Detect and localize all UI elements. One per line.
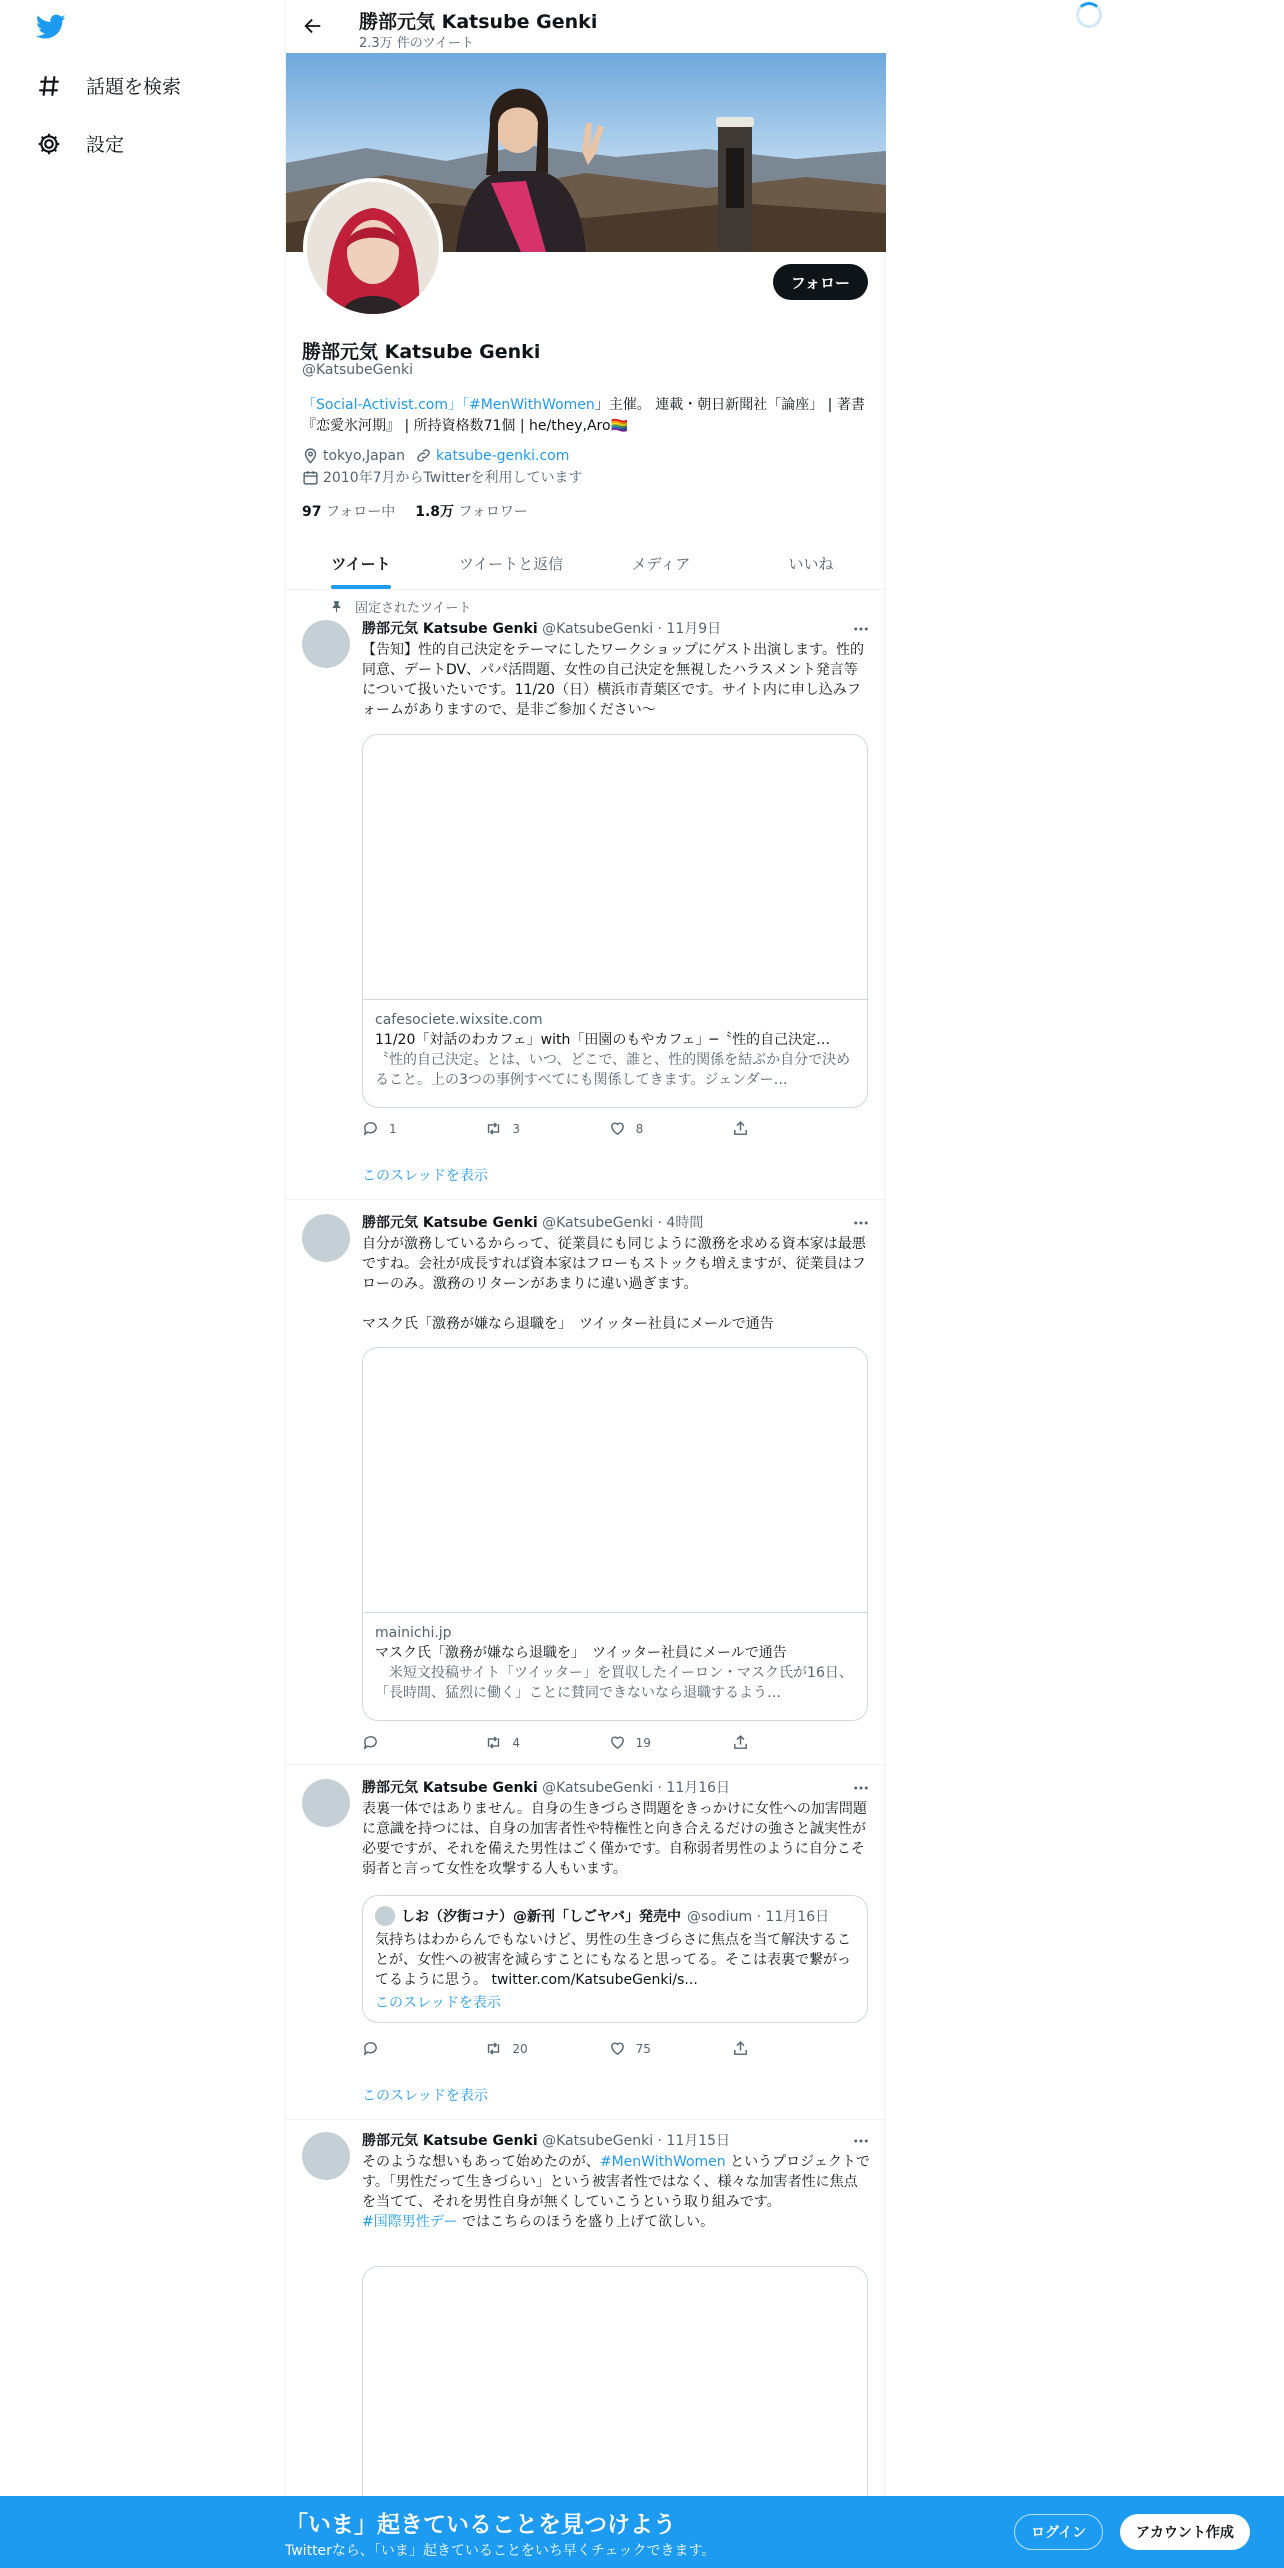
login-button[interactable]: ログイン <box>1014 2514 1103 2550</box>
bio-quote: 「 <box>302 397 316 413</box>
like-button[interactable] <box>609 1120 669 1137</box>
share-icon <box>732 1120 749 1137</box>
retweet-icon <box>485 2040 502 2057</box>
profile-bio <box>302 395 870 437</box>
tweet-text-part: そのような想いもあって始めたのが、 <box>362 2154 600 2170</box>
retweet-button[interactable] <box>485 1120 545 1137</box>
tweet-avatar[interactable] <box>302 1214 350 1262</box>
create-account-button[interactable]: アカウント作成 <box>1120 2514 1250 2550</box>
header-profile-name: 勝部元気 Katsube Genki <box>359 11 598 33</box>
location-pin-icon <box>302 447 319 464</box>
share-button[interactable] <box>732 1120 792 1137</box>
profile-tabs <box>286 537 886 590</box>
hashtag-menwithwomen[interactable]: #MenWithWomen <box>599 2154 726 2170</box>
tweet-avatar[interactable] <box>302 2132 350 2180</box>
followers-count: 1.8万 <box>415 504 455 520</box>
profile-location <box>302 447 405 464</box>
nav-explore-label: 話題を検索 <box>86 76 182 98</box>
tweet-text-part: というプロジェクトです。「男性だって生きづらい」という被害者性ではなく、様々な加害者性に焦点を当てて、それを男性自身が無くしていこうという取り組みです。 <box>362 2154 870 2210</box>
tweet-text-headline: マスク氏「激務が嫌なら退職を」 ツイッター社員にメールで通告 <box>362 1316 774 1332</box>
tweet-item[interactable] <box>286 1200 886 1765</box>
quoted-tweet-header <box>375 1906 855 1926</box>
tweet-text-part: ではこちらのほうを盛り上げて欲しい。 <box>457 2214 715 2230</box>
tweet-meta: @KatsubeGenki · 11月9日 <box>542 621 722 637</box>
calendar-icon <box>302 469 319 486</box>
hashtag-international-mens-day[interactable]: #国際男性デー <box>362 2214 458 2230</box>
retweet-icon <box>485 1120 502 1137</box>
retweet-button[interactable] <box>485 2040 545 2057</box>
nav-explore[interactable] <box>36 72 181 99</box>
hashtag-icon <box>36 73 62 99</box>
nav-settings[interactable] <box>36 130 124 157</box>
link-card-image <box>363 1348 867 1613</box>
pin-icon <box>330 600 343 613</box>
profile-stats <box>302 501 528 521</box>
tweet-item[interactable] <box>286 2120 886 2496</box>
link-card[interactable] <box>362 734 868 1108</box>
retweet-count: 3 <box>512 1121 520 1136</box>
profile-column <box>285 0 885 2568</box>
signup-prompt-bar <box>0 2496 1284 2568</box>
quoted-tweet-meta: @sodium · 11月16日 <box>687 1909 830 1925</box>
tweet-text: 【告知】性的自己決定をテーマにしたワークショップにゲスト出演します。性的同意、デートDV、パパ活問題、女性の自己決定を無視したハラスメント発言等について扱いたいです。11/20（日）横浜市青葉区です。サイト内に申し込みフォームがありますので、是非ご参加ください〜 <box>362 642 865 718</box>
twitter-logo-icon[interactable] <box>36 14 66 40</box>
tweet-actions <box>362 1734 792 1751</box>
like-button[interactable] <box>609 2040 669 2057</box>
tweet-header <box>362 618 721 638</box>
retweet-count: 4 <box>512 1735 520 1750</box>
pinned-indicator <box>330 597 471 616</box>
profile-joined <box>302 467 582 487</box>
reply-count: 1 <box>389 1121 397 1136</box>
tweet-avatar[interactable] <box>302 620 350 668</box>
more-options-icon[interactable] <box>852 2132 870 2150</box>
reply-button[interactable] <box>362 1120 422 1137</box>
link-card-title: 11/20「対話のわカフェ」with「田園のもやカフェ」─〝性的自己決定… <box>375 1032 831 1048</box>
share-button[interactable] <box>732 1734 792 1751</box>
retweet-icon <box>485 1734 502 1751</box>
tweet-meta: @KatsubeGenki · 11月15日 <box>542 2133 731 2149</box>
profile-meta-row <box>302 447 569 464</box>
tweet-text <box>362 2152 870 2232</box>
link-card-description: 〝性的自己決定〟とは、いつ、どこで、誰と、性的関係を結ぶか自分で決めること。上の3つの事例すべてにも関係してきます。ジェンダー… <box>375 1052 851 1088</box>
reply-button[interactable] <box>362 2040 422 2057</box>
tweet-header <box>362 1777 730 1797</box>
followers-label: フォロワー <box>458 504 528 520</box>
following-count: 97 <box>302 504 322 520</box>
like-button[interactable] <box>609 1734 669 1751</box>
show-thread-link[interactable]: このスレッドを表示 <box>362 1168 488 1184</box>
bio-quote: 」「 <box>447 397 469 413</box>
back-arrow-icon[interactable] <box>302 15 324 37</box>
tweet-actions <box>362 1120 792 1137</box>
quoted-tweet[interactable] <box>362 1895 868 2023</box>
tab-likes[interactable]: いいね <box>788 554 834 573</box>
like-count: 8 <box>635 1121 644 1136</box>
link-card-domain: mainichi.jp <box>375 1625 452 1641</box>
retweet-count: 20 <box>512 2041 528 2056</box>
reply-icon <box>362 2040 379 2057</box>
reply-button[interactable] <box>362 1734 422 1751</box>
show-thread-link[interactable]: このスレッドを表示 <box>362 2088 488 2104</box>
tweet-text: 自分が激務しているからって、従業員にも同じように激務を求める資本家は最悪ですね。会社が成長すれば資本家はフローもストックも増えますが、従業員はフローのみ。激務のリターンがあまりに違い過ぎます。 <box>362 1236 866 1292</box>
tweet-meta: @KatsubeGenki · 4時間 <box>542 1215 704 1231</box>
profile-header-bar <box>286 0 886 53</box>
tweet-author-name[interactable]: 勝部元気 Katsube Genki <box>362 1215 538 1231</box>
like-count: 19 <box>635 1735 651 1750</box>
link-card-image <box>363 735 867 1000</box>
quoted-show-thread-link[interactable]: このスレッドを表示 <box>375 1995 501 2011</box>
loading-spinner-icon <box>1076 2 1102 28</box>
tweet-actions <box>362 2040 792 2057</box>
follow-button[interactable]: フォロー <box>773 264 868 300</box>
header-tweet-count: 2.3万 件のツイート <box>359 36 474 51</box>
quoted-tweet-text: 気持ちはわからんでもないけど、男性の生きづらさに焦点を当て解決することが、女性への被害を減らすことにもなると思ってる。そこは表裏で繋がってるように思う。 twitter.com/KatsubeGenki/s... <box>375 1932 851 1988</box>
profile-website[interactable] <box>415 447 569 464</box>
tab-media[interactable]: メディア <box>631 554 691 573</box>
tweet-text: 表裏一体ではありません。自身の生きづらさ問題をきっかけに女性への加害問題に意識を持つには、自身の加害者性や特権性と向き合えるだけの強さと誠実性が必要ですが、それを備えた男性はごく僅かです。自称弱者男性のように自分こそ弱者と言って女性を攻撃する人もいます。 <box>362 1801 867 1877</box>
share-icon <box>732 2040 749 2057</box>
nav-settings-label: 設定 <box>86 134 125 156</box>
signup-prompt-title: 「いま」起きていることを見つけよう <box>285 2512 676 2538</box>
signup-prompt-subtitle: Twitterなら、「いま」起きていることをいち早くチェックできます。 <box>285 2543 716 2559</box>
profile-handle: @KatsubeGenki <box>302 362 414 378</box>
heart-icon <box>609 1120 626 1137</box>
followers-stat[interactable] <box>415 501 528 521</box>
tweet-meta: @KatsubeGenki · 11月16日 <box>542 1780 731 1796</box>
tweet-item[interactable] <box>286 590 886 1200</box>
more-options-icon[interactable] <box>852 1779 870 1797</box>
tweet-item[interactable] <box>286 1765 886 2120</box>
heart-icon <box>609 2040 626 2057</box>
tweet-author-name[interactable]: 勝部元気 Katsube Genki <box>362 2133 538 2149</box>
link-card-title: マスク氏「激務が嫌なら退職を」 ツイッター社員にメールで通告 <box>375 1645 787 1661</box>
more-options-icon[interactable] <box>852 620 870 638</box>
gear-icon <box>36 131 62 157</box>
tweet-author-name[interactable]: 勝部元気 Katsube Genki <box>362 1780 538 1796</box>
bio-link-social-activist[interactable]: Social-Activist.com <box>316 397 448 413</box>
bio-hashtag-menwithwomen[interactable]: #MenWithWomen <box>468 397 595 413</box>
retweet-button[interactable] <box>485 1734 545 1751</box>
tab-tweets-and-replies[interactable]: ツイートと返信 <box>458 554 564 573</box>
more-options-icon[interactable] <box>852 1214 870 1232</box>
share-icon <box>732 1734 749 1751</box>
quoted-tweet-author: しお（汐街コナ）@新刊「しごヤバ」発売中 <box>401 1909 681 1925</box>
tab-tweets[interactable]: ツイート <box>286 537 436 589</box>
following-stat[interactable] <box>302 501 395 521</box>
tweet-header <box>362 2130 730 2150</box>
quoted-tweet-avatar <box>375 1906 395 1926</box>
tweet-author-name[interactable]: 勝部元気 Katsube Genki <box>362 621 538 637</box>
link-card-domain: cafesociete.wixsite.com <box>375 1012 543 1028</box>
link-icon <box>415 447 432 464</box>
following-label: フォロー中 <box>325 504 396 520</box>
link-card[interactable] <box>362 2266 868 2526</box>
profile-website-link[interactable]: katsube-genki.com <box>436 447 570 464</box>
tweet-avatar[interactable] <box>302 1779 350 1827</box>
like-count: 75 <box>635 2041 651 2056</box>
reply-icon <box>362 1120 379 1137</box>
heart-icon <box>609 1734 626 1751</box>
link-card[interactable] <box>362 1347 868 1721</box>
tweet-header <box>362 1212 703 1232</box>
link-card-description: 米短文投稿サイト「ツイッター」を買収したイーロン・マスク氏が16日、「長時間、猛烈に働く」ことに賛同できないなら退職するよう… <box>375 1665 853 1701</box>
profile-joined-text: 2010年7月からTwitterを利用しています <box>323 470 583 486</box>
share-button[interactable] <box>732 2040 792 2057</box>
profile-avatar[interactable] <box>303 178 443 318</box>
bio-text: 」主催。 連載・朝日新聞社「論座」 | 著書『恋愛氷河期』 | 所持資格数71個 | he/they,Aro🏳️‍🌈 <box>302 397 865 434</box>
reply-icon <box>362 1734 379 1751</box>
profile-name: 勝部元気 Katsube Genki <box>302 341 541 363</box>
pinned-label: 固定されたツイート <box>355 601 472 616</box>
profile-location-text: tokyo,Japan <box>323 447 406 464</box>
